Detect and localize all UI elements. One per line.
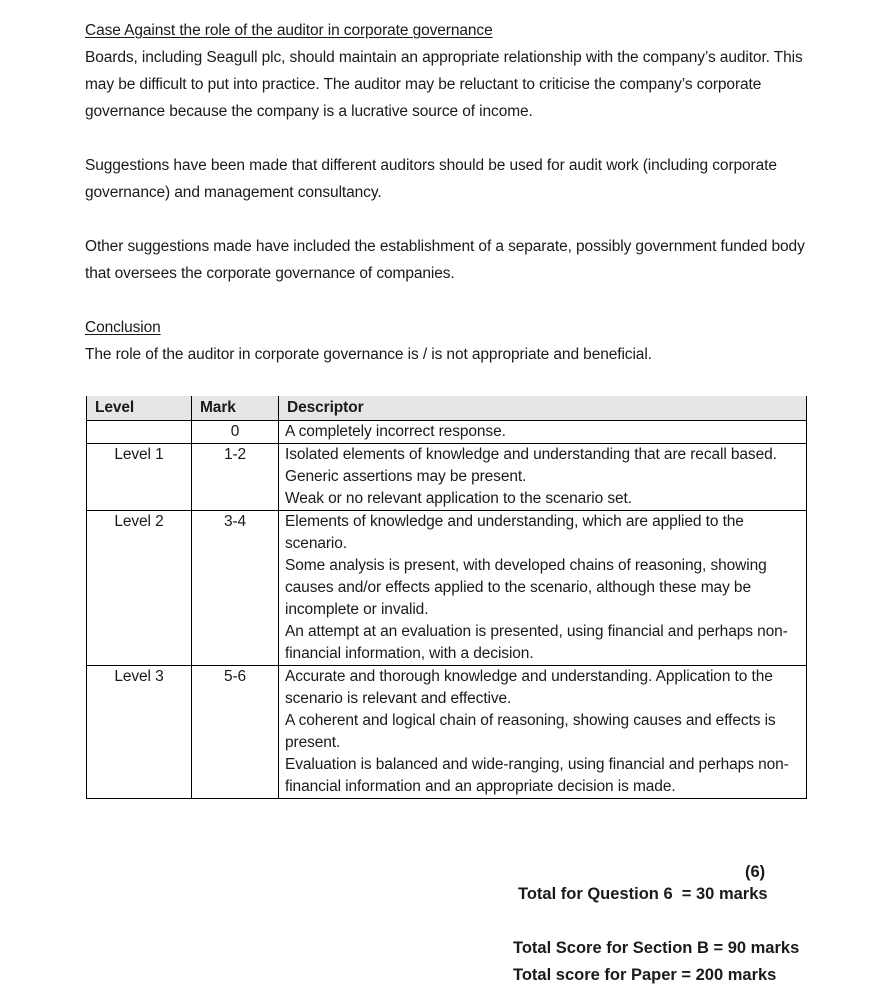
descriptor-line: Generic assertions may be present.	[285, 468, 527, 485]
descriptor-cell	[279, 421, 807, 444]
descriptor-line: An attempt at an evaluation is presented, using financial and perhaps non-financial information, with a decision.	[285, 623, 788, 662]
level-cell: Level 1	[87, 444, 192, 511]
descriptor-line: Evaluation is balanced and wide-ranging, using financial and perhaps non-financial information and an appropriate decision is made.	[285, 756, 789, 795]
question-marks: (6)	[745, 863, 766, 881]
table-row	[87, 511, 807, 666]
table-row	[87, 666, 807, 799]
level-cell: Level 3	[87, 666, 192, 799]
header-level: Level	[87, 396, 192, 421]
header-descriptor: Descriptor	[279, 396, 807, 421]
level-cell	[87, 421, 192, 444]
level-cell: Level 2	[87, 511, 192, 666]
descriptor-line: Some analysis is present, with developed chains of reasoning, showing causes and/or effects applied to the scenario, although these may be incomplete or invalid.	[285, 557, 767, 618]
paper-total: Total score for Paper = 200 marks	[513, 966, 777, 984]
mark-cell: 1-2	[192, 444, 279, 511]
descriptor-cell	[279, 666, 807, 799]
case-against-paragraph-2: Suggestions have been made that different auditors should be used for audit work (including corporate governance) and management consultancy.	[85, 157, 777, 201]
levels-marking-table	[86, 396, 807, 799]
descriptor-line: Isolated elements of knowledge and understanding that are recall based.	[285, 446, 777, 463]
case-against-heading: Case Against the role of the auditor in corporate governance	[85, 22, 493, 39]
question-total: Total for Question 6 = 30 marks	[518, 885, 768, 903]
mark-cell: 0	[192, 421, 279, 444]
descriptor-cell	[279, 444, 807, 511]
descriptor-line: A coherent and logical chain of reasoning, showing causes and effects is present.	[285, 712, 776, 751]
descriptor-cell	[279, 511, 807, 666]
case-against-paragraph-3: Other suggestions made have included the establishment of a separate, possibly government funded body that oversees the corporate governance of companies.	[85, 238, 805, 282]
case-against-paragraph-1: Boards, including Seagull plc, should maintain an appropriate relationship with the company’s auditor. This may be difficult to put into practice. The auditor may be reluctant to criticise the company’s corporate governance because the company is a lucrative source of income.	[85, 49, 803, 120]
mark-cell: 5-6	[192, 666, 279, 799]
document-body	[85, 17, 810, 368]
table-header-row	[87, 396, 807, 421]
descriptor-line: Accurate and thorough knowledge and understanding. Application to the scenario is relevant and effective.	[285, 668, 773, 707]
mark-cell: 3-4	[192, 511, 279, 666]
header-mark: Mark	[192, 396, 279, 421]
descriptor-line: Weak or no relevant application to the scenario set.	[285, 490, 632, 507]
table-row	[87, 421, 807, 444]
section-total: Total Score for Section B = 90 marks	[513, 939, 800, 957]
conclusion-heading: Conclusion	[85, 319, 161, 336]
descriptor-line: Elements of knowledge and understanding, which are applied to the scenario.	[285, 513, 744, 552]
table-row	[87, 444, 807, 511]
conclusion-text: The role of the auditor in corporate governance is / is not appropriate and beneficial.	[85, 346, 652, 363]
descriptor-line: A completely incorrect response.	[285, 423, 506, 440]
